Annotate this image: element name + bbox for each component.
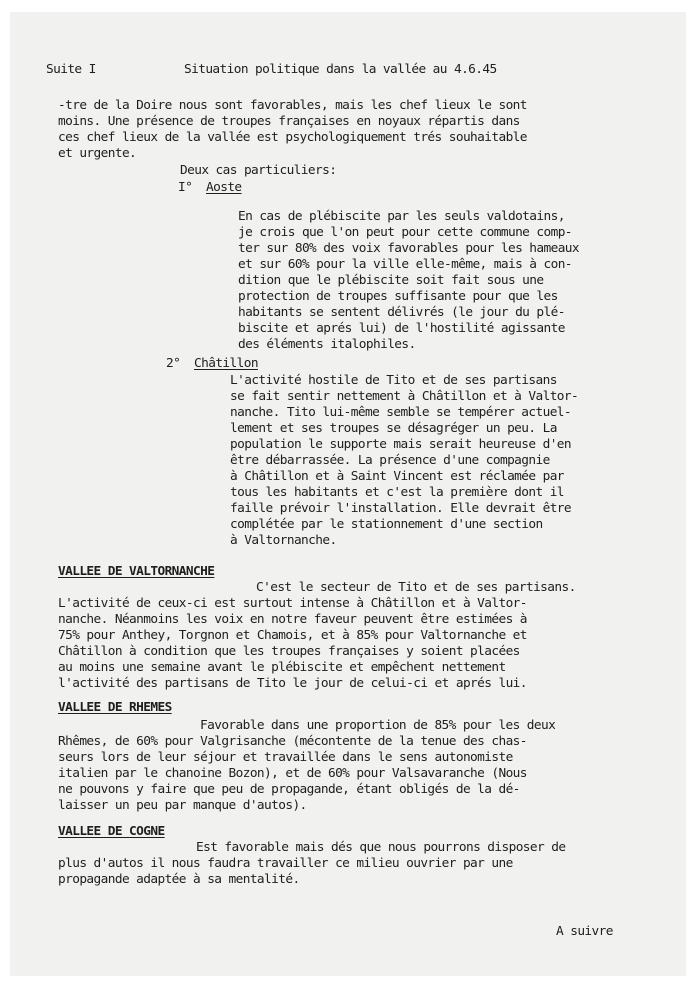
chatillon-line: complétée par le stationnement d'une section (230, 517, 543, 532)
aoste-line: des éléments italophiles. (238, 337, 416, 352)
chatillon-line: à Valtornanche. (230, 533, 337, 548)
chatillon-line: à Châtillon et à Saint Vincent est réclamée par (230, 469, 564, 484)
valtornanche-line: l'activité des partisans de Tito le jour de celui-ci et aprés lui. (58, 676, 527, 691)
cogne-line: plus d'autos il nous faudra travailler ce milieu ouvrier par une (58, 856, 513, 871)
chatillon-line: tous les habitants et c'est la première dont il (230, 485, 564, 500)
cogne-line: Est favorable mais dés que nous pourrons disposer de (196, 840, 566, 855)
cases-heading: Deux cas particuliers: (180, 163, 337, 178)
rhemes-line: Rhêmes, de 60% pour Valgrisanche (mécontente de la tenue des chas- (58, 734, 527, 749)
chatillon-line: lement et ses troupes se désagréger un peu. La (230, 421, 557, 436)
aoste-line: dition que le plébiscite soit fait sous une (238, 273, 544, 288)
header-title: Situation politique dans la vallée au 4.6.45 (184, 62, 497, 77)
valtornanche-line: L'activité de ceux-ci est surtout intense à Châtillon et à Valtor- (58, 596, 527, 611)
chatillon-line: nanche. Tito lui-même semble se tempérer actuel- (230, 405, 572, 420)
continued-note: A suivre (556, 924, 613, 939)
chatillon-line: être débarrassée. La présence d'une compagnie (230, 453, 550, 468)
section-heading-valtornanche: VALLEE DE VALTORNANCHE (58, 564, 215, 579)
rhemes-line: Favorable dans une proportion de 85% pour les deux (200, 718, 556, 733)
aoste-line: ter sur 80% des voix favorables pour les hameaux (238, 241, 580, 256)
valtornanche-line: C'est le secteur de Tito et de ses partisans. (256, 580, 576, 595)
valtornanche-line: 75% pour Anthey, Torgnon et Chamois, et à 85% pour Valtornanche et (58, 628, 527, 643)
valtornanche-line: nanche. Néanmoins les voix en notre faveur peuvent être estimées à (58, 612, 527, 627)
rhemes-line: laisser un peu par manque d'autos). (58, 798, 307, 813)
cogne-line: propagande adaptée à sa mentalité. (58, 872, 300, 887)
valtornanche-line: au moins une semaine avant le plébiscite et empêchent nettement (58, 660, 506, 675)
section-heading-rhemes: VALLEE DE RHEMES (58, 700, 172, 715)
intro-line: -tre de la Doire nous sont favorables, mais les chef lieux le sont (58, 98, 527, 113)
section-heading-cogne: VALLEE DE COGNE (58, 824, 165, 839)
rhemes-line: italien par le chanoine Bozon), et de 60% pour Valsavaranche (Nous (58, 766, 527, 781)
case-title-chatillon: Châtillon (194, 356, 258, 371)
chatillon-line: faille prévoir l'installation. Elle devrait être (230, 501, 572, 516)
case-number: 2° (166, 356, 181, 371)
rhemes-line: seurs lors de leur séjour et travaillée dans le sens autonomiste (58, 750, 513, 765)
aoste-line: protection de troupes suffisante pour que les (238, 289, 558, 304)
chatillon-line: se fait sentir nettement à Châtillon et à Valtor- (230, 389, 579, 404)
intro-line: ces chef lieux de la vallée est psychologiquement trés souhaitable (58, 130, 527, 145)
case-title-aoste: Aoste (206, 180, 242, 195)
valtornanche-line: Châtillon à condition que les troupes françaises y soient placées (58, 644, 520, 659)
header-suite: Suite I (46, 62, 96, 77)
document-page (10, 12, 686, 976)
aoste-line: habitants se sentent délivrés (le jour du plé- (238, 305, 565, 320)
aoste-line: et sur 60% pour la ville elle-même, mais à con- (238, 257, 572, 272)
aoste-line: je crois que l'on peut pour cette commune comp- (238, 225, 572, 240)
intro-line: et urgente. (58, 146, 137, 161)
chatillon-line: population le supporte mais serait heureuse d'en (230, 437, 572, 452)
rhemes-line: ne pouvons y faire que peu de propagande, étant obligés de la dé- (58, 782, 520, 797)
intro-line: moins. Une présence de troupes françaises en noyaux répartis dans (58, 114, 520, 129)
chatillon-line: L'activité hostile de Tito et de ses partisans (230, 373, 557, 388)
aoste-line: En cas de plébiscite par les seuls valdotains, (238, 209, 565, 224)
aoste-line: biscite et aprés lui) de l'hostilité agissante (238, 321, 565, 336)
case-number: I° (178, 180, 193, 195)
